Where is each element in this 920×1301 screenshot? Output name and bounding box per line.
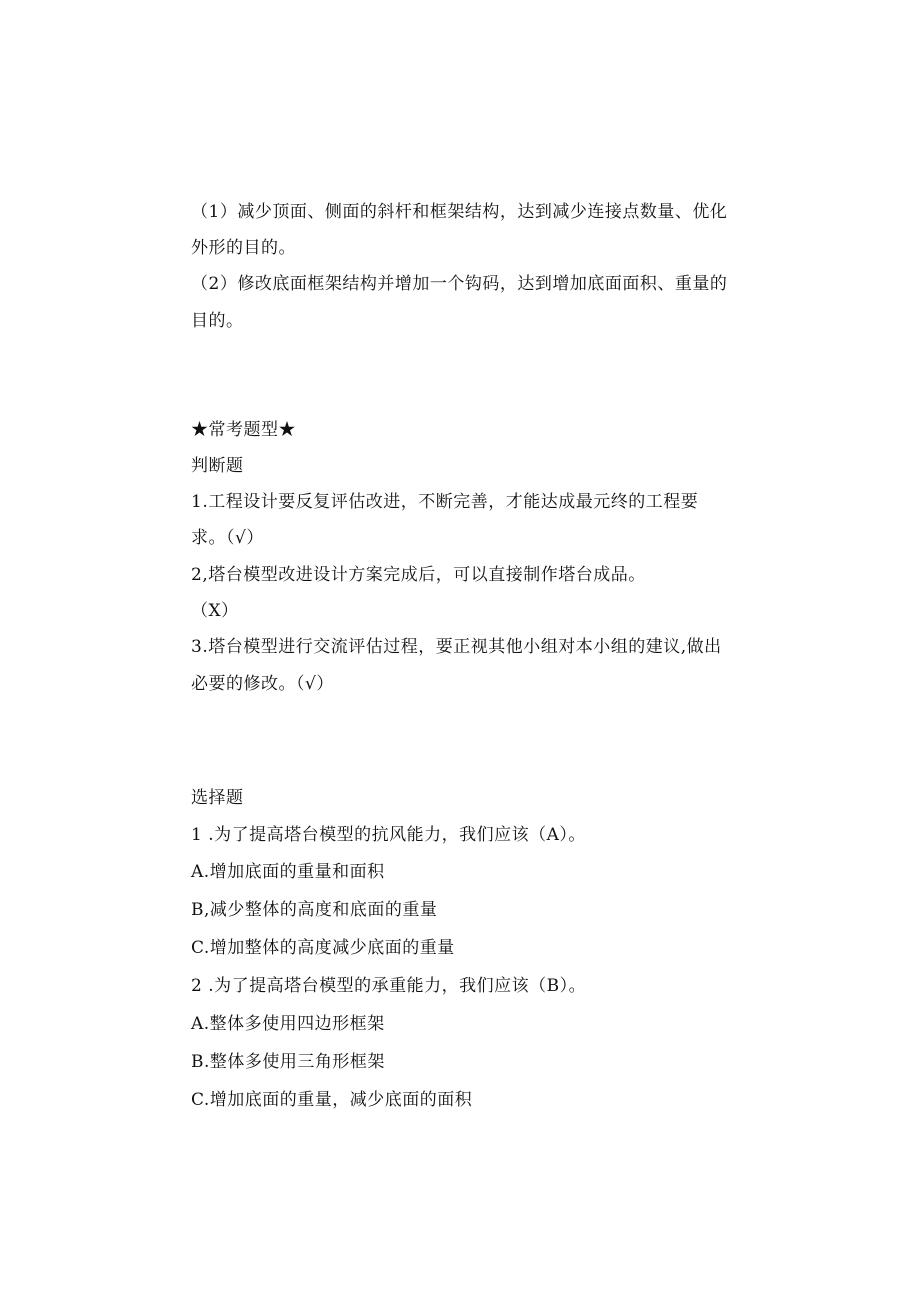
judgement-heading: 判断题 (191, 456, 244, 476)
choice-q1-option-c: C.增加整体的高度减少底面的重量 (191, 938, 455, 958)
section-title: ★常考题型★ (191, 420, 296, 440)
choice-q1: 1 .为了提高塔台模型的抗风能力，我们应该（A）。 (191, 825, 586, 845)
judgement-q2-line2: （X） (191, 601, 239, 621)
intro-item1-line2: 外形的目的。 (191, 238, 296, 258)
choice-q2: 2 .为了提高塔台模型的承重能力，我们应该（B）。 (191, 976, 587, 996)
judgement-q1-line1: 1.工程设计要反复评估改进，不断完善，才能达成最元终的工程要 (191, 492, 699, 512)
choice-q2-option-a: A.整体多使用四边形框架 (191, 1014, 385, 1034)
choice-q2-option-c: C.增加底面的重量，减少底面的面积 (191, 1090, 473, 1110)
choice-heading: 选择题 (191, 788, 244, 808)
judgement-q3-line2: 必要的修改。（√） (191, 674, 334, 694)
intro-item1-line1: （1）减少顶面、侧面的斜杆和框架结构，达到减少连接点数量、优化 (191, 202, 728, 222)
judgement-q1-line2: 求。（√） (191, 528, 264, 548)
judgement-q3-line1: 3.塔台模型进行交流评估过程，要正视其他小组对本小组的建议,做出 (191, 637, 722, 657)
intro-item2-line2: 目的。 (191, 311, 244, 331)
choice-q1-option-a: A.增加底面的重量和面积 (191, 862, 385, 882)
choice-q1-option-b: B,减少整体的高度和底面的重量 (191, 900, 438, 920)
intro-item2-line1: （2）修改底面框架结构并增加一个钩码，达到增加底面面积、重量的 (191, 274, 728, 294)
judgement-q2-line1: 2,塔台模型改进设计方案完成后，可以直接制作塔台成品。 (191, 565, 646, 585)
choice-q2-option-b: B.整体多使用三角形框架 (191, 1052, 385, 1072)
